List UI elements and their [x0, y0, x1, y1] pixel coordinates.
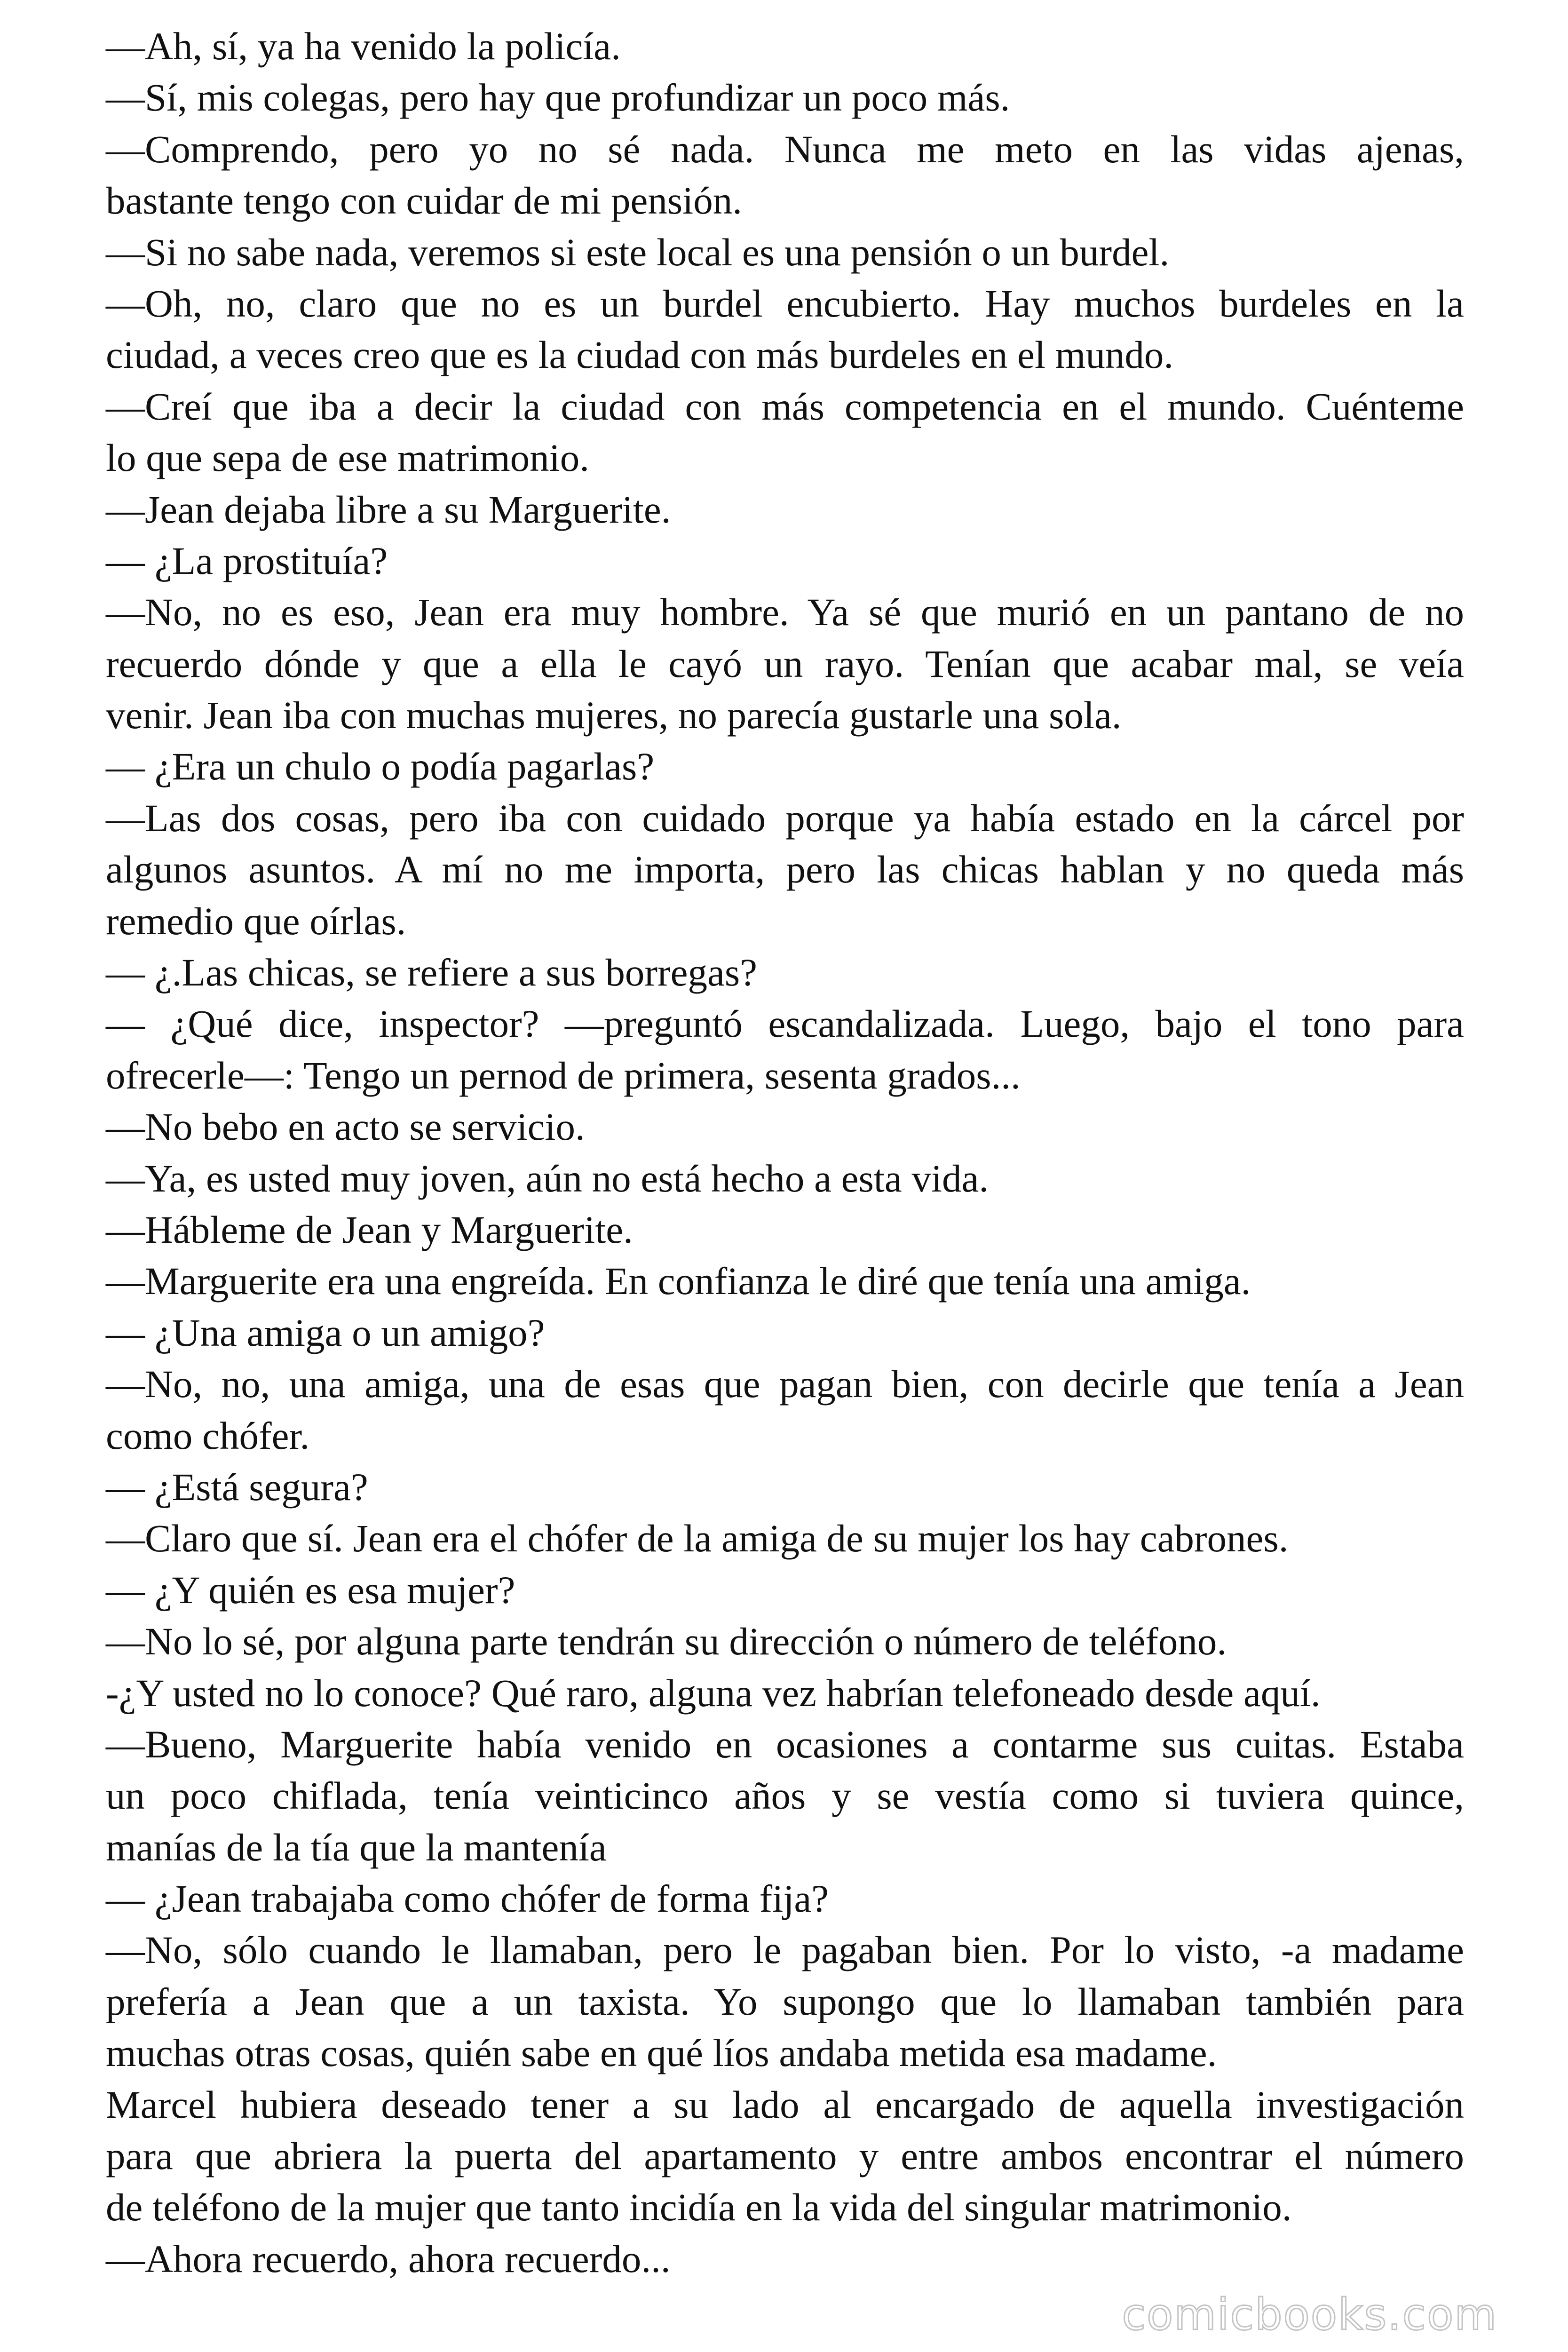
text-line: algunos asuntos. A mí no me importa, pero las chicas hablan y no queda más — [106, 848, 1464, 891]
document-body — [106, 21, 1464, 2285]
text-line: manías de la tía que la mantenía — [106, 1825, 607, 1869]
text-line: —Ahora recuerdo, ahora recuerdo... — [106, 2237, 671, 2280]
text-line: bastante tengo con cuidar de mi pensión. — [106, 179, 742, 222]
text-line: —Oh, no, claro que no es un burdel encubierto. Hay muchos burdeles en la — [106, 281, 1464, 325]
text-line: —Creí que iba a decir la ciudad con más competencia en el mundo. Cuénteme — [106, 384, 1464, 428]
text-line: —Hábleme de Jean y Marguerite. — [106, 1208, 633, 1251]
text-line: un poco chiflada, tenía veinticinco años y se vestía como si tuviera quince, — [106, 1774, 1464, 1818]
text-line: — ¿Una amiga o un amigo? — [106, 1311, 545, 1354]
text-line: —Ya, es usted muy joven, aún no está hecho a esta vida. — [106, 1156, 989, 1200]
text-line: —No, sólo cuando le llamaban, pero le pagaban bien. Por lo visto, -a madame — [106, 1928, 1464, 1972]
text-line: lo que sepa de ese matrimonio. — [106, 436, 589, 480]
text-line: — ¿.Las chicas, se refiere a sus borregas? — [106, 951, 757, 994]
text-line: —Sí, mis colegas, pero hay que profundizar un poco más. — [106, 76, 1010, 119]
text-line: remedio que oírlas. — [106, 899, 406, 943]
text-line: venir. Jean iba con muchas mujeres, no parecía gustarle una sola. — [106, 693, 1122, 737]
text-line: —No, no, una amiga, una de esas que pagan bien, con decirle que tenía a Jean — [106, 1362, 1464, 1406]
text-line: muchas otras cosas, quién sabe en qué líos andaba metida esa madame. — [106, 2031, 1217, 2075]
text-line: —Las dos cosas, pero iba con cuidado porque ya había estado en la cárcel por — [106, 796, 1464, 840]
text-line: de teléfono de la mujer que tanto incidía en la vida del singular matrimonio. — [106, 2185, 1292, 2229]
text-line: — ¿La prostituía? — [106, 539, 388, 582]
text-line: —Jean dejaba libre a su Marguerite. — [106, 487, 671, 531]
text-line: —Ah, sí, ya ha venido la policía. — [106, 24, 621, 68]
text-line: -¿Y usted no lo conoce? Qué raro, alguna vez habrían telefoneado desde aquí. — [106, 1671, 1321, 1715]
text-line: Marcel hubiera deseado tener a su lado al encargado de aquella investigación — [106, 2082, 1464, 2126]
text-line: —Claro que sí. Jean era el chófer de la amiga de su mujer los hay cabrones. — [106, 1517, 1289, 1560]
watermark-logo: comicbooks.com — [1122, 2289, 1497, 2340]
text-line: para que abriera la puerta del apartamento y entre ambos encontrar el número — [106, 2134, 1464, 2178]
text-line: —No lo sé, por alguna parte tendrán su dirección o número de teléfono. — [106, 1620, 1227, 1663]
text-line: —Marguerite era una engreída. En confianza le diré que tenía una amiga. — [106, 1259, 1251, 1303]
text-line: ciudad, a veces creo que es la ciudad con más burdeles en el mundo. — [106, 333, 1174, 377]
text-line: — ¿Jean trabajaba como chófer de forma fija? — [106, 1877, 829, 1921]
text-line: — ¿Qué dice, inspector? —preguntó escandalizada. Luego, bajo el tono para — [106, 1002, 1464, 1046]
text-line: — ¿Era un chulo o podía pagarlas? — [106, 745, 655, 788]
text-line: — ¿Está segura? — [106, 1465, 368, 1509]
text-line: —Si no sabe nada, veremos si este local es una pensión o un burdel. — [106, 230, 1170, 274]
text-line: — ¿Y quién es esa mujer? — [106, 1568, 515, 1612]
text-line: ofrecerle—: Tengo un pernod de primera, sesenta grados... — [106, 1053, 1021, 1097]
text-line: —No, no es eso, Jean era muy hombre. Ya sé que murió en un pantano de no — [106, 590, 1464, 634]
text-line: —Bueno, Marguerite había venido en ocasiones a contarme sus cuitas. Estaba — [106, 1722, 1464, 1766]
text-line: —No bebo en acto se servicio. — [106, 1105, 585, 1149]
text-line: como chófer. — [106, 1414, 310, 1457]
text-line: —Comprendo, pero yo no sé nada. Nunca me meto en las vidas ajenas, — [106, 127, 1464, 171]
text-line: recuerdo dónde y que a ella le cayó un rayo. Tenían que acabar mal, se veía — [106, 642, 1464, 685]
text-line: prefería a Jean que a un taxista. Yo supongo que lo llamaban también para — [106, 1979, 1464, 2023]
